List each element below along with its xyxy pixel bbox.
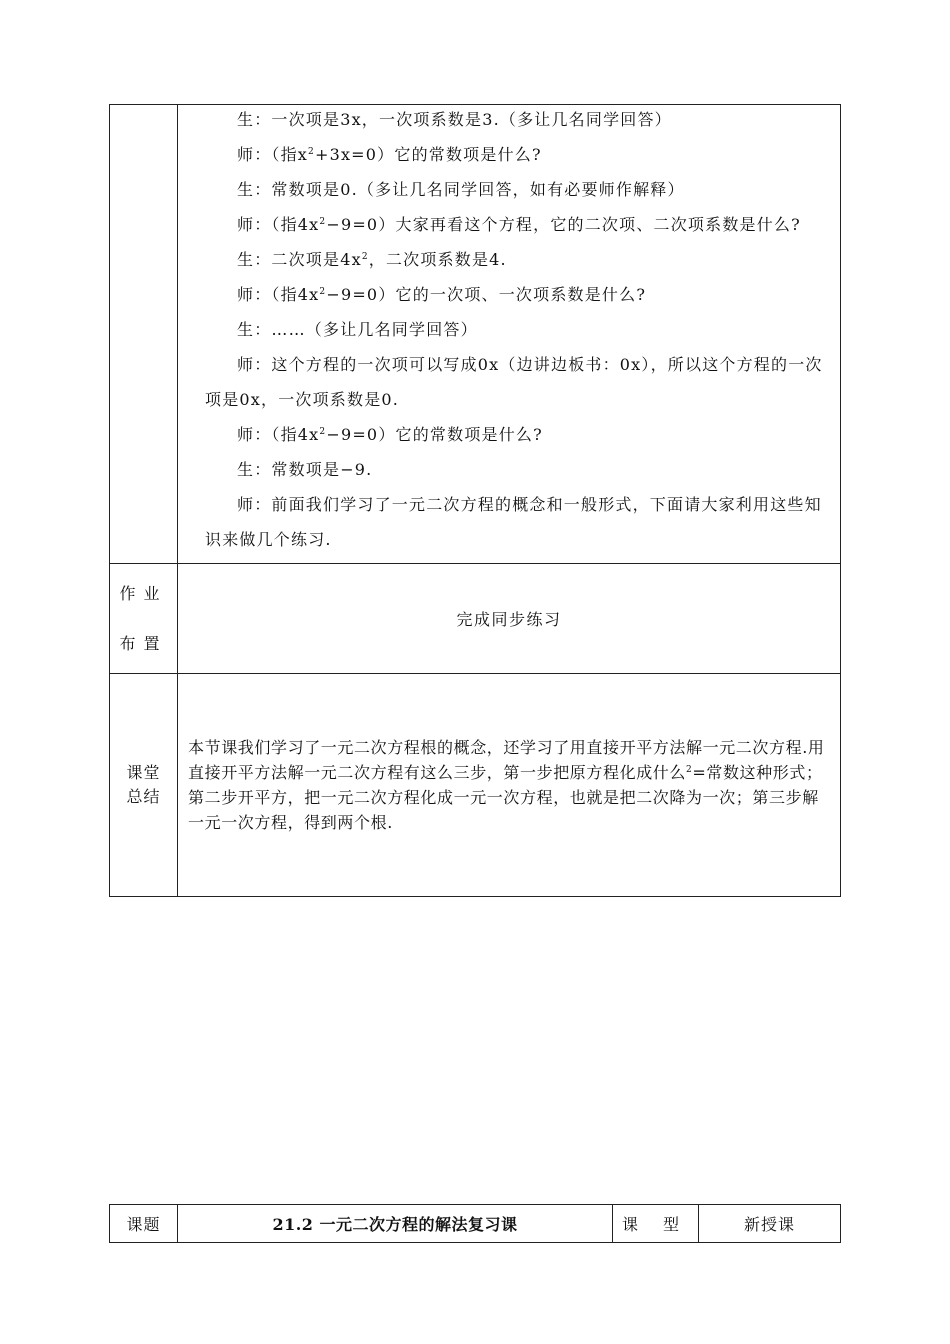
dialogue-line: 师：前面我们学习了一元二次方程的概念和一般形式，下面请大家利用这些知识来做几个练习.	[205, 495, 822, 549]
homework-content: 完成同步练习	[178, 564, 841, 674]
dialogue-row	[110, 105, 841, 564]
type-value: 新授课	[699, 1205, 841, 1243]
dialogue-cell	[178, 105, 841, 564]
dialogue-line: 生：常数项是−9.	[237, 460, 373, 479]
summary-label: 课堂 总结	[110, 674, 178, 897]
lesson-header-table	[109, 1204, 841, 1243]
dialogue-line: 生：常数项是0.（多让几名同学回答，如有必要师作解释）	[237, 180, 685, 199]
header-row	[110, 1205, 841, 1243]
homework-label: 作业 布置	[110, 564, 178, 674]
dialogue-line: 师：这个方程的一次项可以写成0x（边讲边板书：0x），所以这个方程的一次项是0x，一次项系数是0.	[205, 355, 823, 409]
summary-row	[110, 674, 841, 897]
homework-row	[110, 564, 841, 674]
empty-label-cell	[110, 105, 178, 564]
lesson-table	[109, 104, 841, 897]
dialogue-line: 师：（指$x^2+3x=0$）它的常数项是什么?	[237, 145, 542, 164]
summary-text: 本节课我们学习了一元二次方程根的概念，还学习了用直接开平方法解一元二次方程.用直接开平方法解一元二次方程有这么三步，第一步把原方程化成什么$^2$=常数这种形式；第二步开平方，把一元二次方程化成一元一次方程，也就是把二次降为一次；第三步解一元一次方程，得到两个根.	[188, 738, 825, 832]
dialogue-line: 师：（指$4x^2-9=0$）大家再看这个方程，它的二次项、二次项系数是什么?	[237, 215, 801, 234]
dialogue-line: 生：二次项是$4x^2$，二次项系数是4.	[237, 250, 507, 269]
topic-title: 21.2 一元二次方程的解法复习课	[178, 1205, 613, 1243]
dialogue-line: 生：……（多让几名同学回答）	[237, 320, 478, 339]
dialogue-line: 生：一次项是3x，一次项系数是3.（多让几名同学回答）	[237, 110, 672, 129]
dialogue-line: 师：（指$4x^2-9=0$）它的一次项、一次项系数是什么?	[237, 285, 647, 304]
summary-content	[178, 674, 841, 897]
type-label: 课 型	[613, 1205, 699, 1243]
dialogue-line: 师：（指$4x^2-9=0$）它的常数项是什么?	[237, 425, 543, 444]
topic-label: 课题	[110, 1205, 178, 1243]
